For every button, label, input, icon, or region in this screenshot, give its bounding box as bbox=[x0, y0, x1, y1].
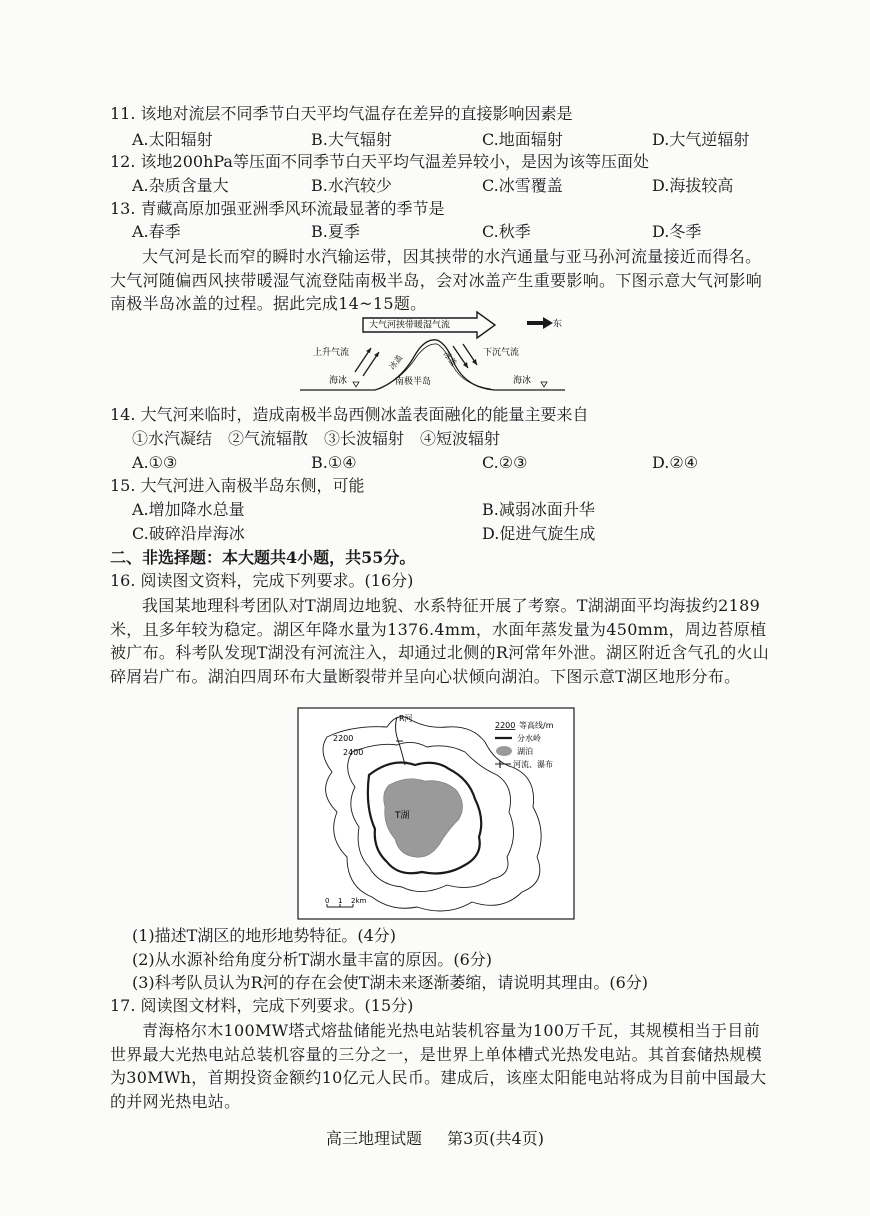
q13-option-c: C.秋季 bbox=[482, 222, 531, 241]
ice-cap-left: 冰盖 bbox=[387, 353, 405, 372]
q14-option-a: A.①③ bbox=[132, 453, 178, 472]
legend-divide-label: 分水岭 bbox=[517, 734, 541, 743]
q17-stem: 17. 阅读图文材料，完成下列要求。(15分) bbox=[110, 996, 414, 1015]
q15-stem: 15. 大气河进入南极半岛东侧，可能 bbox=[110, 476, 365, 495]
sea-ice-right: 海冰 bbox=[513, 376, 532, 386]
q11-option-c: C.地面辐射 bbox=[482, 130, 563, 149]
q12-option-a: A.杂质含量大 bbox=[132, 176, 229, 195]
east-label: 东 bbox=[553, 319, 563, 330]
q14-option-c: C.②③ bbox=[482, 453, 528, 472]
q11-stem: 11. 该地对流层不同季节白天平均气温存在差异的直接影响因素是 bbox=[110, 104, 573, 123]
q15-option-d: D.促进气旋生成 bbox=[482, 524, 596, 543]
q11-option-b: B.大气辐射 bbox=[311, 130, 392, 149]
q14-option-b: B.①④ bbox=[311, 453, 357, 472]
passage-atmospheric-river: 大气河是长而窄的瞬时水汽输运带，因其挟带的水汽通量与亚马孙河流量接近而得名。大气河随偏西风挟带暖湿气流登陆南极半岛，会对冰盖产生重要影响。下图示意大气河影响南极半岛冰盖的过程。据此完成14~15题。 bbox=[110, 247, 763, 313]
q14-items: ①水汽凝结 ②气流辐散 ③长波辐射 ④短波辐射 bbox=[132, 429, 501, 448]
q15-option-a: A.增加降水总量 bbox=[132, 500, 245, 519]
q11-option-a: A.太阳辐射 bbox=[132, 130, 213, 149]
updraft-label: 上升气流 bbox=[313, 348, 350, 358]
q16-sub-1: (1)描述T湖区的地形地势特征。(4分) bbox=[132, 926, 397, 945]
figure-t-lake-map bbox=[297, 707, 577, 922]
ice-cap-right: 冰盖 bbox=[441, 349, 459, 368]
q12-option-b: B.水汽较少 bbox=[311, 176, 392, 195]
q12-stem: 12. 该地200hPa等压面不同季节白天平均气温差异较小，是因为该等压面处 bbox=[110, 152, 649, 171]
section-heading: 二、非选择题：本大题共4小题，共55分。 bbox=[110, 548, 416, 567]
scale-2km: 2km bbox=[351, 897, 367, 905]
q14-option-d: D.②④ bbox=[652, 453, 699, 472]
legend-contour-label: 等高线/m bbox=[519, 721, 554, 730]
footer-page: 第3页(共4页) bbox=[447, 1129, 544, 1148]
q14-stem: 14. 大气河来临时，造成南极半岛西侧冰盖表面融化的能量主要来自 bbox=[110, 405, 589, 424]
scale-1: 1 bbox=[338, 897, 343, 905]
sea-ice-left: 海冰 bbox=[329, 376, 348, 386]
q12-option-c: C.冰雪覆盖 bbox=[482, 176, 563, 195]
contour-2200-label: 2200 bbox=[333, 734, 354, 743]
q11-option-d: D.大气逆辐射 bbox=[652, 130, 750, 149]
q12-option-d: D.海拔较高 bbox=[652, 176, 734, 195]
q13-stem: 13. 青藏高原加强亚洲季风环流最显著的季节是 bbox=[110, 199, 445, 218]
q13-option-a: A.春季 bbox=[132, 222, 181, 241]
legend-river-label: 河流、瀑布 bbox=[513, 760, 553, 769]
scale-0: 0 bbox=[325, 897, 330, 905]
figure-atmospheric-river bbox=[295, 310, 585, 402]
footer-subject: 高三地理试题 bbox=[326, 1129, 423, 1148]
q16-passage: 我国某地理科考团队对T湖周边地貌、水系特征开展了考察。T湖湖面平均海拔约2189米，且多年较为稳定。湖区年降水量为1376.4mm，水面年蒸发量为450mm，周边苔原植被广布。科考队发现T湖没有河流注入，却通过北侧的R河常年外泄。湖区附近含气孔的火山碎屑岩广布。湖泊四周环布大量断裂带并呈向心状倾向湖泊。下图示意T湖区地形分布。 bbox=[110, 596, 770, 686]
q13-option-b: B.夏季 bbox=[311, 222, 360, 241]
q15-option-c: C.破碎沿岸海冰 bbox=[132, 524, 245, 543]
peninsula-label: 南极半岛 bbox=[395, 377, 432, 387]
arrow-label: 大气河挟带暖湿气流 bbox=[369, 320, 451, 331]
lake-label: T湖 bbox=[395, 811, 410, 821]
page-footer bbox=[0, 1126, 870, 1149]
q13-option-d: D.冬季 bbox=[652, 222, 702, 241]
q16-sub-3: (3)科考队员认为R河的存在会使T湖未来逐渐萎缩，请说明其理由。(6分) bbox=[132, 973, 649, 992]
q16-sub-2: (2)从水源补给角度分析T湖水量丰富的原因。(6分) bbox=[132, 950, 493, 969]
q15-option-b: B.减弱冰面升华 bbox=[482, 500, 595, 519]
legend-contour-value: 2200 bbox=[495, 721, 516, 730]
q17-passage: 青海格尔木100MW塔式熔盐储能光热电站装机容量为100万千瓦，其规模相当于目前世界最大光热电站总装机容量的三分之一，是世界上单体槽式光热发电站。其首套储热规模为30MWh，首期投资金额约10亿元人民币。建成后，该座太阳能电站将成为目前中国最大的并网光热电站。 bbox=[110, 1021, 767, 1111]
legend-lake-label: 湖泊 bbox=[517, 747, 533, 756]
contour-2400-label: 2400 bbox=[343, 748, 364, 757]
q16-stem: 16. 阅读图文资料，完成下列要求。(16分) bbox=[110, 571, 414, 590]
downdraft-label: 下沉气流 bbox=[483, 348, 520, 358]
river-label: R河 bbox=[399, 714, 413, 723]
